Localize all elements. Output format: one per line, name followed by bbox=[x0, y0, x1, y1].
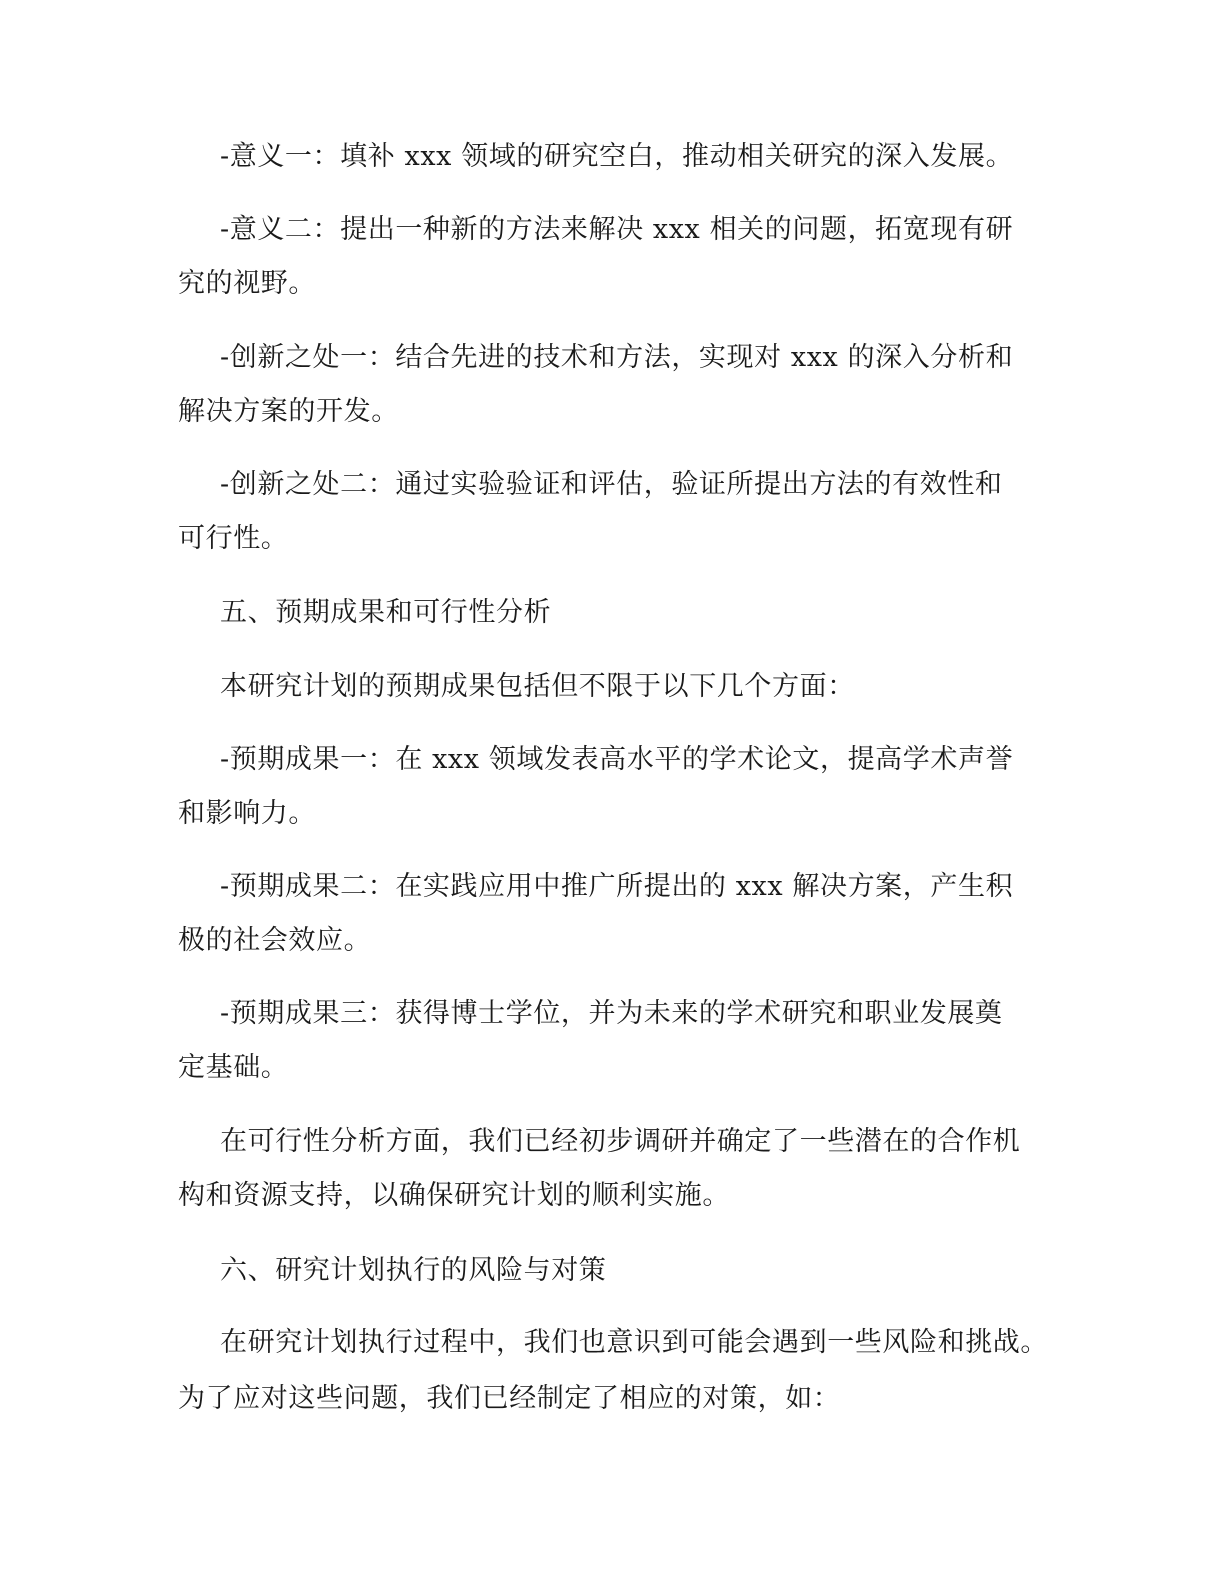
paragraph-line: -意义二：提出一种新的方法来解决 xxx 相关的问题，拓宽现有研 bbox=[220, 214, 1014, 245]
paragraph-line: 和影响力。 bbox=[178, 798, 316, 829]
paragraph-line: 究的视野。 bbox=[178, 268, 316, 299]
paragraph-line: 解决方案的开发。 bbox=[178, 396, 399, 427]
section-heading: 五、预期成果和可行性分析 bbox=[220, 597, 552, 628]
paragraph-line: 为了应对这些问题，我们已经制定了相应的对策，如： bbox=[178, 1383, 841, 1414]
paragraph-line: 在研究计划执行过程中，我们也意识到可能会遇到一些风险和挑战。 bbox=[220, 1327, 1048, 1358]
paragraph-line: 本研究计划的预期成果包括但不限于以下几个方面： bbox=[220, 671, 855, 702]
paragraph-line: -创新之处二：通过实验验证和评估，验证所提出方法的有效性和 bbox=[220, 469, 1003, 500]
paragraph-line: 在可行性分析方面，我们已经初步调研并确定了一些潜在的合作机 bbox=[220, 1126, 1021, 1157]
paragraph-line: 定基础。 bbox=[178, 1052, 289, 1083]
paragraph-line: -意义一：填补 xxx 领域的研究空白，推动相关研究的深入发展。 bbox=[220, 141, 1014, 172]
paragraph-line: 构和资源支持，以确保研究计划的顺利实施。 bbox=[178, 1180, 730, 1211]
paragraph-line: -预期成果一：在 xxx 领域发表高水平的学术论文，提高学术声誉 bbox=[220, 744, 1014, 775]
section-heading: 六、研究计划执行的风险与对策 bbox=[220, 1255, 607, 1286]
paragraph-line: 可行性。 bbox=[178, 523, 289, 554]
paragraph-line: -预期成果二：在实践应用中推广所提出的 xxx 解决方案，产生积 bbox=[220, 871, 1014, 902]
paragraph-line: 极的社会效应。 bbox=[178, 925, 372, 956]
paragraph-line: -预期成果三：获得博士学位，并为未来的学术研究和职业发展奠 bbox=[220, 998, 1003, 1029]
paragraph-line: -创新之处一：结合先进的技术和方法，实现对 xxx 的深入分析和 bbox=[220, 342, 1014, 373]
